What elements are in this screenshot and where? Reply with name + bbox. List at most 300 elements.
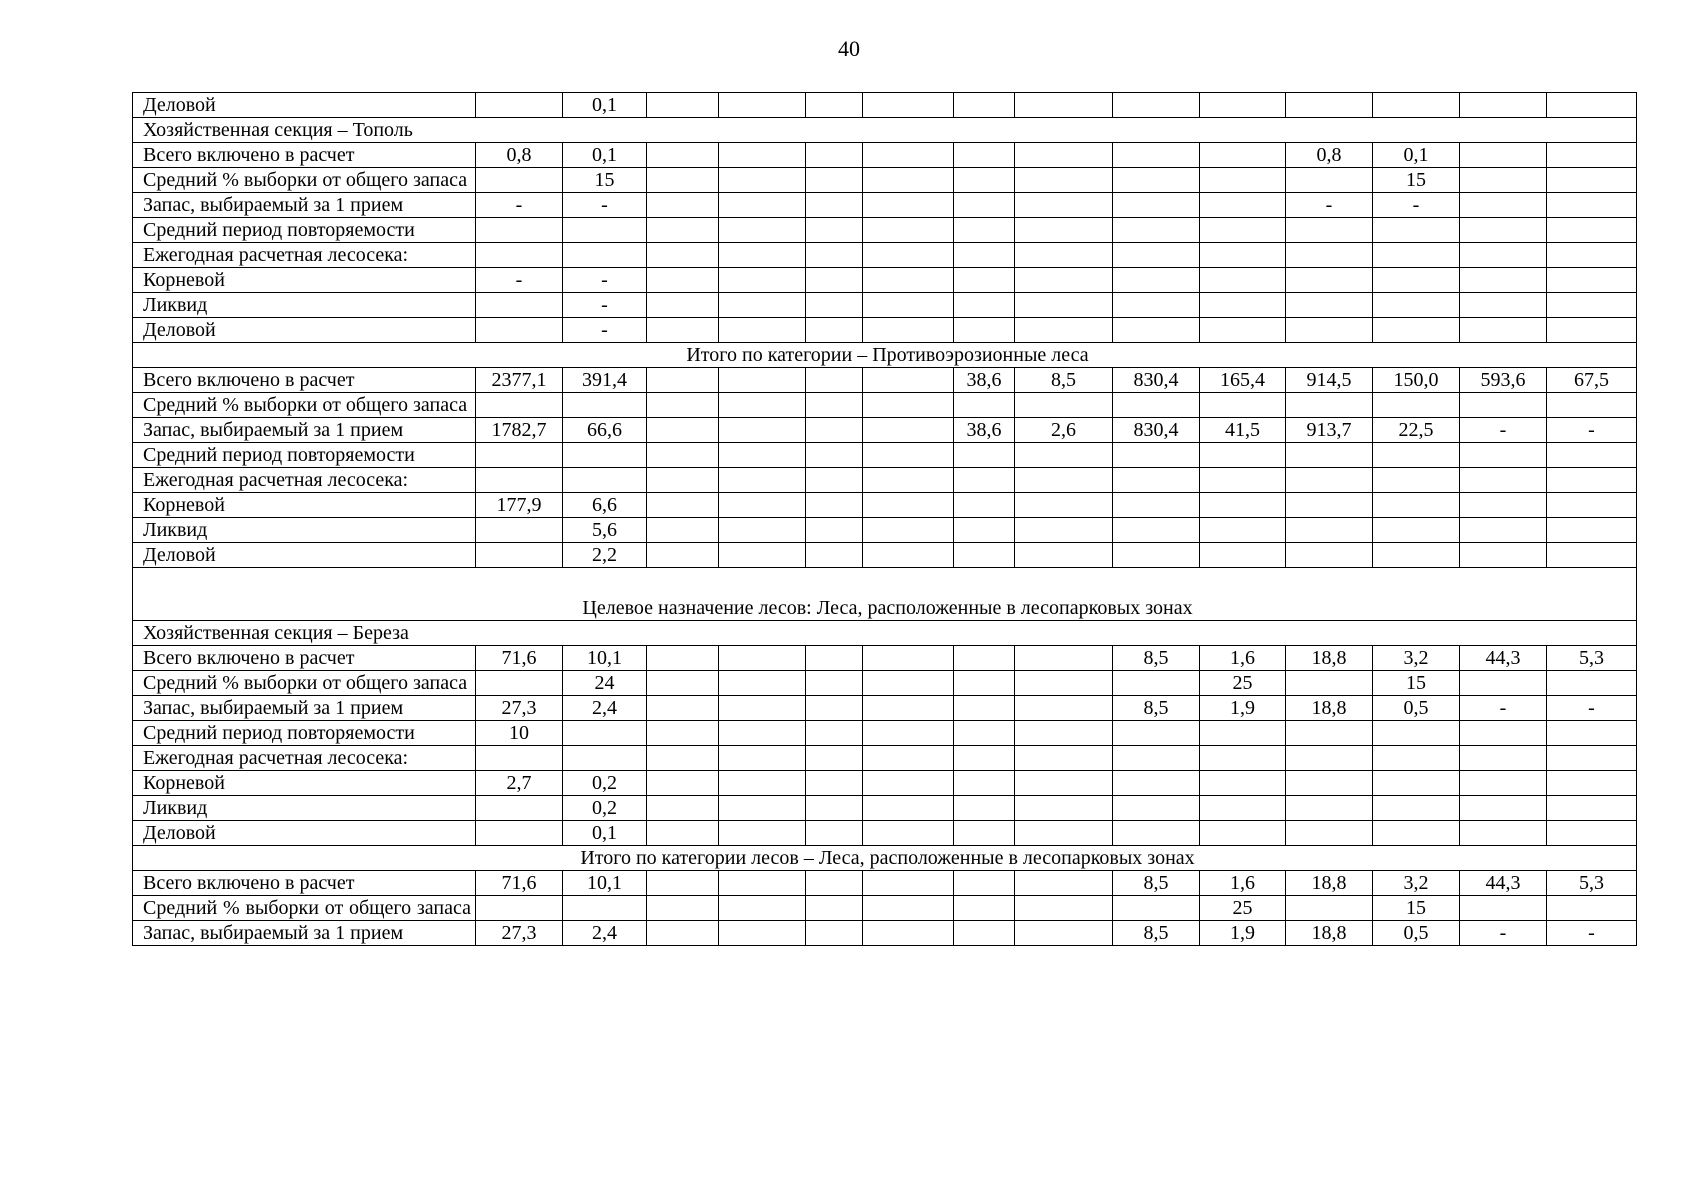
value-cell <box>1286 771 1373 796</box>
value-cell: 593,6 <box>1460 368 1547 393</box>
value-cell <box>647 218 719 243</box>
value-cell <box>1113 671 1200 696</box>
value-cell: - <box>563 268 647 293</box>
value-cell <box>1460 746 1547 771</box>
value-cell <box>1460 143 1547 168</box>
value-cell <box>1547 821 1637 846</box>
value-cell <box>719 368 806 393</box>
value-cell <box>863 796 954 821</box>
forest-calculation-table <box>132 92 1637 946</box>
row-label: Запас, выбираемый за 1 прием <box>133 696 476 721</box>
value-cell <box>1286 268 1373 293</box>
table-row <box>133 293 1637 318</box>
value-cell <box>1015 771 1113 796</box>
value-cell <box>863 468 954 493</box>
value-cell <box>1460 468 1547 493</box>
value-cell <box>1373 318 1460 343</box>
value-cell <box>1200 543 1286 568</box>
value-cell <box>954 896 1015 921</box>
value-cell <box>806 168 863 193</box>
row-label: Средний период повторяемости <box>133 218 476 243</box>
value-cell <box>863 93 954 118</box>
value-cell: 5,6 <box>563 518 647 543</box>
value-cell <box>476 671 563 696</box>
value-cell: 10,1 <box>563 646 647 671</box>
row-label: Ликвид <box>133 518 476 543</box>
value-cell <box>863 518 954 543</box>
value-cell <box>1547 518 1637 543</box>
table-row <box>133 796 1637 821</box>
table-row <box>133 318 1637 343</box>
value-cell: 44,3 <box>1460 871 1547 896</box>
value-cell <box>1460 393 1547 418</box>
value-cell: 0,5 <box>1373 921 1460 946</box>
value-cell <box>1113 143 1200 168</box>
row-label: Средний % выборки от общего запаса <box>133 896 476 921</box>
value-cell <box>1113 218 1200 243</box>
row-label: Всего включено в расчет <box>133 871 476 896</box>
value-cell <box>1460 293 1547 318</box>
value-cell <box>1015 896 1113 921</box>
value-cell <box>1547 896 1637 921</box>
value-cell <box>954 218 1015 243</box>
value-cell <box>1547 393 1637 418</box>
value-cell: 10 <box>476 721 563 746</box>
value-cell <box>806 493 863 518</box>
table-row <box>133 443 1637 468</box>
value-cell <box>863 896 954 921</box>
value-cell <box>806 518 863 543</box>
value-cell <box>1200 771 1286 796</box>
value-cell <box>954 871 1015 896</box>
value-cell <box>863 443 954 468</box>
value-cell: - <box>1460 418 1547 443</box>
value-cell <box>647 443 719 468</box>
value-cell <box>1113 168 1200 193</box>
table-row <box>133 218 1637 243</box>
value-cell <box>1200 318 1286 343</box>
value-cell <box>863 771 954 796</box>
value-cell <box>719 493 806 518</box>
value-cell <box>647 293 719 318</box>
value-cell <box>1286 443 1373 468</box>
value-cell <box>806 696 863 721</box>
value-cell <box>1460 771 1547 796</box>
value-cell <box>647 796 719 821</box>
value-cell <box>806 746 863 771</box>
value-cell <box>1015 468 1113 493</box>
value-cell <box>719 418 806 443</box>
value-cell <box>1286 393 1373 418</box>
value-cell: - <box>1547 696 1637 721</box>
value-cell <box>1015 443 1113 468</box>
row-label: Ликвид <box>133 293 476 318</box>
value-cell <box>1200 518 1286 543</box>
value-cell <box>954 821 1015 846</box>
value-cell <box>1200 143 1286 168</box>
value-cell <box>954 318 1015 343</box>
value-cell <box>719 468 806 493</box>
value-cell <box>647 518 719 543</box>
value-cell: 830,4 <box>1113 368 1200 393</box>
value-cell <box>806 543 863 568</box>
value-cell: 830,4 <box>1113 418 1200 443</box>
value-cell <box>1460 268 1547 293</box>
value-cell <box>563 393 647 418</box>
value-cell: 1,9 <box>1200 696 1286 721</box>
value-cell <box>476 243 563 268</box>
value-cell <box>1373 746 1460 771</box>
row-label: Средний % выборки от общего запаса <box>133 393 476 418</box>
value-cell: - <box>1286 193 1373 218</box>
value-cell <box>863 696 954 721</box>
table-row <box>133 93 1637 118</box>
value-cell <box>647 268 719 293</box>
value-cell <box>476 821 563 846</box>
value-cell <box>806 443 863 468</box>
table-row <box>133 418 1637 443</box>
row-label: Запас, выбираемый за 1 прием <box>133 193 476 218</box>
value-cell <box>1547 168 1637 193</box>
value-cell: 8,5 <box>1113 696 1200 721</box>
value-cell <box>1460 896 1547 921</box>
value-cell <box>1286 293 1373 318</box>
value-cell <box>1286 721 1373 746</box>
value-cell <box>719 821 806 846</box>
table-row <box>133 268 1637 293</box>
value-cell <box>1015 493 1113 518</box>
table-row <box>133 696 1637 721</box>
value-cell <box>719 543 806 568</box>
value-cell <box>476 318 563 343</box>
value-cell <box>1547 468 1637 493</box>
value-cell <box>1460 543 1547 568</box>
value-cell <box>563 218 647 243</box>
value-cell <box>1460 518 1547 543</box>
value-cell <box>954 268 1015 293</box>
value-cell <box>954 771 1015 796</box>
value-cell <box>1460 721 1547 746</box>
value-cell <box>806 646 863 671</box>
value-cell <box>863 318 954 343</box>
value-cell <box>647 493 719 518</box>
value-cell <box>647 821 719 846</box>
value-cell <box>863 168 954 193</box>
row-label: Средний период повторяемости <box>133 721 476 746</box>
value-cell <box>1373 821 1460 846</box>
value-cell <box>954 293 1015 318</box>
value-cell <box>1286 218 1373 243</box>
row-label: Деловой <box>133 543 476 568</box>
value-cell <box>1200 168 1286 193</box>
value-cell: 2,4 <box>563 921 647 946</box>
table-row <box>133 871 1637 896</box>
value-cell: 2,4 <box>563 696 647 721</box>
value-cell <box>719 671 806 696</box>
value-cell <box>806 468 863 493</box>
value-cell: 27,3 <box>476 921 563 946</box>
value-cell <box>1113 543 1200 568</box>
value-cell <box>1200 821 1286 846</box>
value-cell <box>476 896 563 921</box>
value-cell: - <box>1460 921 1547 946</box>
row-label: Корневой <box>133 268 476 293</box>
value-cell: 2377,1 <box>476 368 563 393</box>
value-cell <box>647 921 719 946</box>
value-cell: 0,5 <box>1373 696 1460 721</box>
row-label: Корневой <box>133 771 476 796</box>
value-cell <box>1286 243 1373 268</box>
value-cell: - <box>563 293 647 318</box>
value-cell <box>1015 696 1113 721</box>
value-cell <box>1373 268 1460 293</box>
value-cell: 18,8 <box>1286 921 1373 946</box>
value-cell <box>647 243 719 268</box>
value-cell <box>1373 393 1460 418</box>
value-cell <box>806 268 863 293</box>
table-row <box>133 193 1637 218</box>
value-cell <box>1200 93 1286 118</box>
value-cell: 0,2 <box>563 796 647 821</box>
value-cell: 0,1 <box>1373 143 1460 168</box>
value-cell <box>1286 671 1373 696</box>
value-cell <box>863 193 954 218</box>
value-cell <box>476 796 563 821</box>
value-cell: - <box>476 193 563 218</box>
value-cell <box>863 746 954 771</box>
value-cell: - <box>1460 696 1547 721</box>
value-cell <box>954 143 1015 168</box>
value-cell: 8,5 <box>1113 871 1200 896</box>
table-row <box>133 518 1637 543</box>
value-cell: 67,5 <box>1547 368 1637 393</box>
value-cell <box>476 393 563 418</box>
value-cell <box>719 268 806 293</box>
value-cell <box>647 721 719 746</box>
row-label: Средний % выборки от общего запаса <box>133 168 476 193</box>
table-row <box>133 921 1637 946</box>
value-cell <box>719 443 806 468</box>
value-cell <box>1015 821 1113 846</box>
value-cell <box>719 871 806 896</box>
value-cell <box>1015 93 1113 118</box>
value-cell: 18,8 <box>1286 871 1373 896</box>
value-cell <box>647 193 719 218</box>
page-number: 40 <box>838 36 860 61</box>
value-cell <box>954 746 1015 771</box>
value-cell <box>1015 921 1113 946</box>
section-title: Итого по категории лесов – Леса, расположенные в лесопарковых зонах <box>133 846 1637 871</box>
value-cell: 15 <box>1373 896 1460 921</box>
value-cell <box>1015 721 1113 746</box>
value-cell <box>1547 771 1637 796</box>
value-cell: 25 <box>1200 671 1286 696</box>
value-cell <box>1373 443 1460 468</box>
value-cell <box>863 293 954 318</box>
table-row <box>133 646 1637 671</box>
value-cell <box>954 93 1015 118</box>
value-cell: 8,5 <box>1113 921 1200 946</box>
value-cell <box>863 268 954 293</box>
value-cell <box>954 543 1015 568</box>
value-cell: 66,6 <box>563 418 647 443</box>
value-cell <box>1113 243 1200 268</box>
value-cell <box>806 318 863 343</box>
table-row <box>133 143 1637 168</box>
value-cell <box>1113 821 1200 846</box>
row-label: Запас, выбираемый за 1 прием <box>133 921 476 946</box>
value-cell: 8,5 <box>1015 368 1113 393</box>
value-cell <box>719 518 806 543</box>
value-cell <box>954 193 1015 218</box>
value-cell <box>954 393 1015 418</box>
value-cell: 6,6 <box>563 493 647 518</box>
value-cell <box>563 746 647 771</box>
value-cell <box>863 393 954 418</box>
value-cell: 22,5 <box>1373 418 1460 443</box>
value-cell <box>1200 293 1286 318</box>
value-cell <box>1547 318 1637 343</box>
value-cell <box>954 796 1015 821</box>
value-cell <box>647 746 719 771</box>
value-cell <box>1547 218 1637 243</box>
value-cell: 391,4 <box>563 368 647 393</box>
value-cell <box>1547 796 1637 821</box>
table-row <box>133 468 1637 493</box>
value-cell <box>1547 93 1637 118</box>
value-cell <box>1460 821 1547 846</box>
value-cell: 0,8 <box>476 143 563 168</box>
value-cell <box>1373 721 1460 746</box>
value-cell: 0,1 <box>563 143 647 168</box>
value-cell: 1,6 <box>1200 871 1286 896</box>
value-cell <box>1547 143 1637 168</box>
value-cell <box>719 771 806 796</box>
table-row <box>133 368 1637 393</box>
value-cell <box>863 671 954 696</box>
value-cell <box>1015 871 1113 896</box>
value-cell <box>954 646 1015 671</box>
value-cell <box>863 418 954 443</box>
row-label: Всего включено в расчет <box>133 646 476 671</box>
value-cell <box>1460 671 1547 696</box>
value-cell <box>1015 143 1113 168</box>
value-cell <box>1113 443 1200 468</box>
row-label: Ежегодная расчетная лесосека: <box>133 243 476 268</box>
value-cell <box>1460 443 1547 468</box>
value-cell <box>476 746 563 771</box>
value-cell <box>1113 293 1200 318</box>
value-cell <box>476 293 563 318</box>
value-cell <box>1460 93 1547 118</box>
value-cell <box>806 93 863 118</box>
table-row <box>133 168 1637 193</box>
value-cell <box>806 821 863 846</box>
value-cell <box>719 218 806 243</box>
value-cell <box>1286 821 1373 846</box>
value-cell <box>719 293 806 318</box>
value-cell <box>1015 671 1113 696</box>
value-cell: 24 <box>563 671 647 696</box>
value-cell <box>1200 243 1286 268</box>
value-cell <box>1286 796 1373 821</box>
value-cell: 1782,7 <box>476 418 563 443</box>
section-title: Хозяйственная секция – Береза <box>133 621 1637 646</box>
row-label: Всего включено в расчет <box>133 368 476 393</box>
value-cell <box>806 896 863 921</box>
value-cell <box>954 493 1015 518</box>
value-cell <box>1113 93 1200 118</box>
value-cell <box>1286 93 1373 118</box>
value-cell: 0,1 <box>563 93 647 118</box>
value-cell <box>806 418 863 443</box>
value-cell <box>1200 721 1286 746</box>
value-cell <box>1015 393 1113 418</box>
value-cell <box>954 443 1015 468</box>
value-cell <box>1113 721 1200 746</box>
value-cell: 5,3 <box>1547 871 1637 896</box>
value-cell <box>563 443 647 468</box>
row-label: Деловой <box>133 93 476 118</box>
value-cell <box>1286 543 1373 568</box>
section-title: Хозяйственная секция – Тополь <box>133 118 1637 143</box>
value-cell <box>1113 896 1200 921</box>
value-cell <box>1200 268 1286 293</box>
value-cell <box>1015 796 1113 821</box>
value-cell <box>1200 193 1286 218</box>
table-row <box>133 393 1637 418</box>
value-cell <box>954 243 1015 268</box>
section-header-row <box>133 621 1637 646</box>
value-cell <box>647 871 719 896</box>
value-cell <box>647 318 719 343</box>
value-cell: 15 <box>563 168 647 193</box>
value-cell <box>1015 168 1113 193</box>
value-cell <box>1113 268 1200 293</box>
value-cell <box>954 671 1015 696</box>
value-cell <box>1200 493 1286 518</box>
value-cell <box>1015 518 1113 543</box>
value-cell <box>1113 518 1200 543</box>
value-cell <box>954 721 1015 746</box>
value-cell <box>806 293 863 318</box>
value-cell: 3,2 <box>1373 646 1460 671</box>
value-cell <box>476 518 563 543</box>
row-label: Всего включено в расчет <box>133 143 476 168</box>
value-cell <box>806 871 863 896</box>
value-cell <box>1547 443 1637 468</box>
value-cell <box>1460 218 1547 243</box>
table-row <box>133 721 1637 746</box>
value-cell <box>476 443 563 468</box>
value-cell <box>647 671 719 696</box>
section-header-row <box>133 846 1637 871</box>
value-cell <box>1015 193 1113 218</box>
value-cell <box>1547 268 1637 293</box>
value-cell <box>806 771 863 796</box>
value-cell <box>563 243 647 268</box>
value-cell <box>1200 218 1286 243</box>
value-cell <box>719 193 806 218</box>
value-cell <box>719 896 806 921</box>
value-cell: 41,5 <box>1200 418 1286 443</box>
value-cell: 38,6 <box>954 418 1015 443</box>
value-cell <box>806 368 863 393</box>
value-cell <box>719 646 806 671</box>
value-cell <box>719 393 806 418</box>
value-cell: 165,4 <box>1200 368 1286 393</box>
value-cell <box>1460 193 1547 218</box>
